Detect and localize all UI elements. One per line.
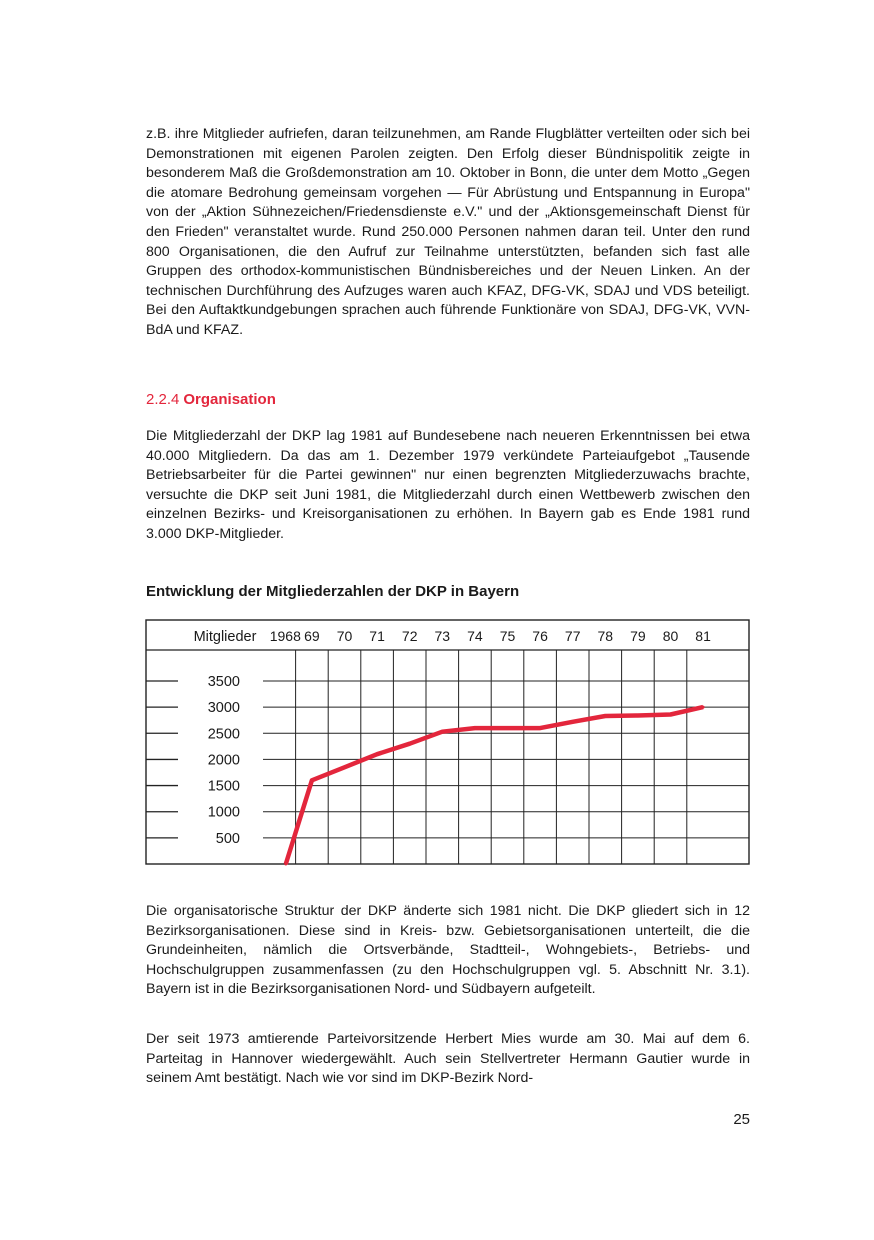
chart-x-tick-label: 76 [532, 628, 548, 644]
chart-data-point [343, 766, 346, 769]
chart-data-point [604, 715, 607, 718]
chart-x-tick-label: 81 [695, 628, 711, 644]
chart-data-point [506, 727, 509, 730]
chart-x-tick-label: 70 [336, 628, 353, 644]
chart-x-tick-label: 75 [499, 628, 516, 644]
chart-y-tick-label: 3000 [207, 700, 240, 717]
chart-data-point [441, 730, 444, 733]
chart-header-label: Mitglieder [193, 629, 257, 645]
chart-x-tick-label: 77 [564, 628, 581, 644]
chart-data-point [669, 713, 672, 716]
chart-data-point [284, 863, 287, 866]
chart-x-tick-label: 74 [467, 628, 483, 644]
chart-y-tick-label: 2500 [207, 726, 240, 743]
chart-x-tick-label: 1968 [269, 628, 301, 644]
chart-x-tick-label: 79 [630, 628, 646, 644]
chart-y-tick-label: 3500 [207, 674, 240, 690]
chart-x-tick-label: 69 [304, 628, 320, 644]
chart-data-point [636, 714, 639, 717]
chart-x-tick-label: 71 [369, 628, 385, 644]
chart-data-point [473, 727, 476, 730]
chart-y-tick-label: 1500 [207, 778, 240, 795]
chart-y-tick-label: 500 [215, 830, 240, 847]
chart-data-point [702, 706, 705, 709]
chart-title: Entwicklung der Mitgliederzahlen der DKP in Bayern [146, 583, 520, 600]
chart-data-point [376, 753, 379, 756]
body-paragraph-4: Der seit 1973 amtierende Parteivorsitzende Herbert Mies wurde am 30. Mai auf dem 6. Parteitag in Hannover wiedergewählt. Auch sein Stellvertreter Hermann Gautier wurde in seinem Amt bestätigt. Nach wie vor sind im DKP-Bezirk Nord- [146, 1031, 750, 1087]
chart-x-tick-label: 72 [401, 628, 418, 644]
page-number: 25 [733, 1111, 750, 1128]
chart-data-point [310, 779, 313, 782]
chart-data-point [539, 727, 542, 730]
chart-data-point [571, 720, 574, 723]
chart-x-tick-label: 80 [662, 628, 679, 644]
chart-x-tick-label: 78 [597, 628, 614, 644]
chart-x-tick-label: 73 [434, 628, 451, 644]
chart-y-tick-label: 1000 [207, 804, 240, 821]
section-number: 2.2.4 [146, 391, 180, 408]
body-paragraph-3: Die organisatorische Struktur der DKP änderte sich 1981 nicht. Die DKP gliedert sich in 12 Bezirksorganisationen. Diese sind in Kreis- bzw. Gebietsorganisationen unterteilt, die die Grundeinheiten, nämlich die Ortsverbände, Stadtteil-, Wohngebiets-, Betriebs- und Hochschulgruppen zusammenfassen (zu den Hochschulgruppen vgl. 5. Abschnitt Nr. 3.1). Bayern ist in die Bezirksorganisationen Nord- und Südbayern aufgeteilt. [146, 903, 750, 998]
body-paragraph-1: z.B. ihre Mitglieder aufriefen, daran teilzunehmen, am Rande Flugblätter verteilten oder sich bei Demonstrationen mit eigenen Parolen zeigten. Den Erfolg dieser Bündnispolitik zeigte in besonderem Maß die Großdemonstration am 10. Oktober in Bonn, die unter dem Motto „Gegen die atomare Bedrohung gemeinsam vorgehen — Für Abrüstung und Entspannung in Europa" von der „Aktion Sühnezeichen/Friedensdienste e.V." und der „Aktionsgemeinschaft Dienst für den Frieden" veranstaltet wurde. Rund 250.000 Personen nahmen daran teil. Unter den rund 800 Organisationen, die den Aufruf zur Teilnahme unterstützten, befanden sich fast alle Gruppen des orthodox-kommunistischen Bündnisbereiches und der Neuen Linken. An der technischen Durchführung des Aufzuges waren auch KFAZ, DFG-VK, SDAJ und VDS beteiligt. Bei den Auftaktkundgebungen sprachen auch führende Funktionäre von SDAJ, DFG-VK, VVN-BdA und KFAZ. [146, 126, 750, 338]
section-title: Organisation [183, 391, 276, 408]
chart-y-tick-label: 2000 [207, 752, 240, 769]
body-paragraph-2: Die Mitgliederzahl der DKP lag 1981 auf Bundesebene nach neueren Erkenntnissen bei etwa 40.000 Mitgliedern. Da das am 1. Dezember 1979 verkündete Parteiaufgebot „Tausende Betriebsarbeiter für die Partei gewinnen" nur einen begrenzten Mitgliederzuwachs brachte, versuchte die DKP seit Juni 1981, die Mitgliederzahl durch einen Wettbewerb zwischen den einzelnen Bezirks- und Kreisorganisationen zu erhöhen. In Bayern gab es Ende 1981 rund 3.000 DKP-Mitglieder. [146, 428, 750, 542]
chart-data-point [408, 742, 411, 745]
